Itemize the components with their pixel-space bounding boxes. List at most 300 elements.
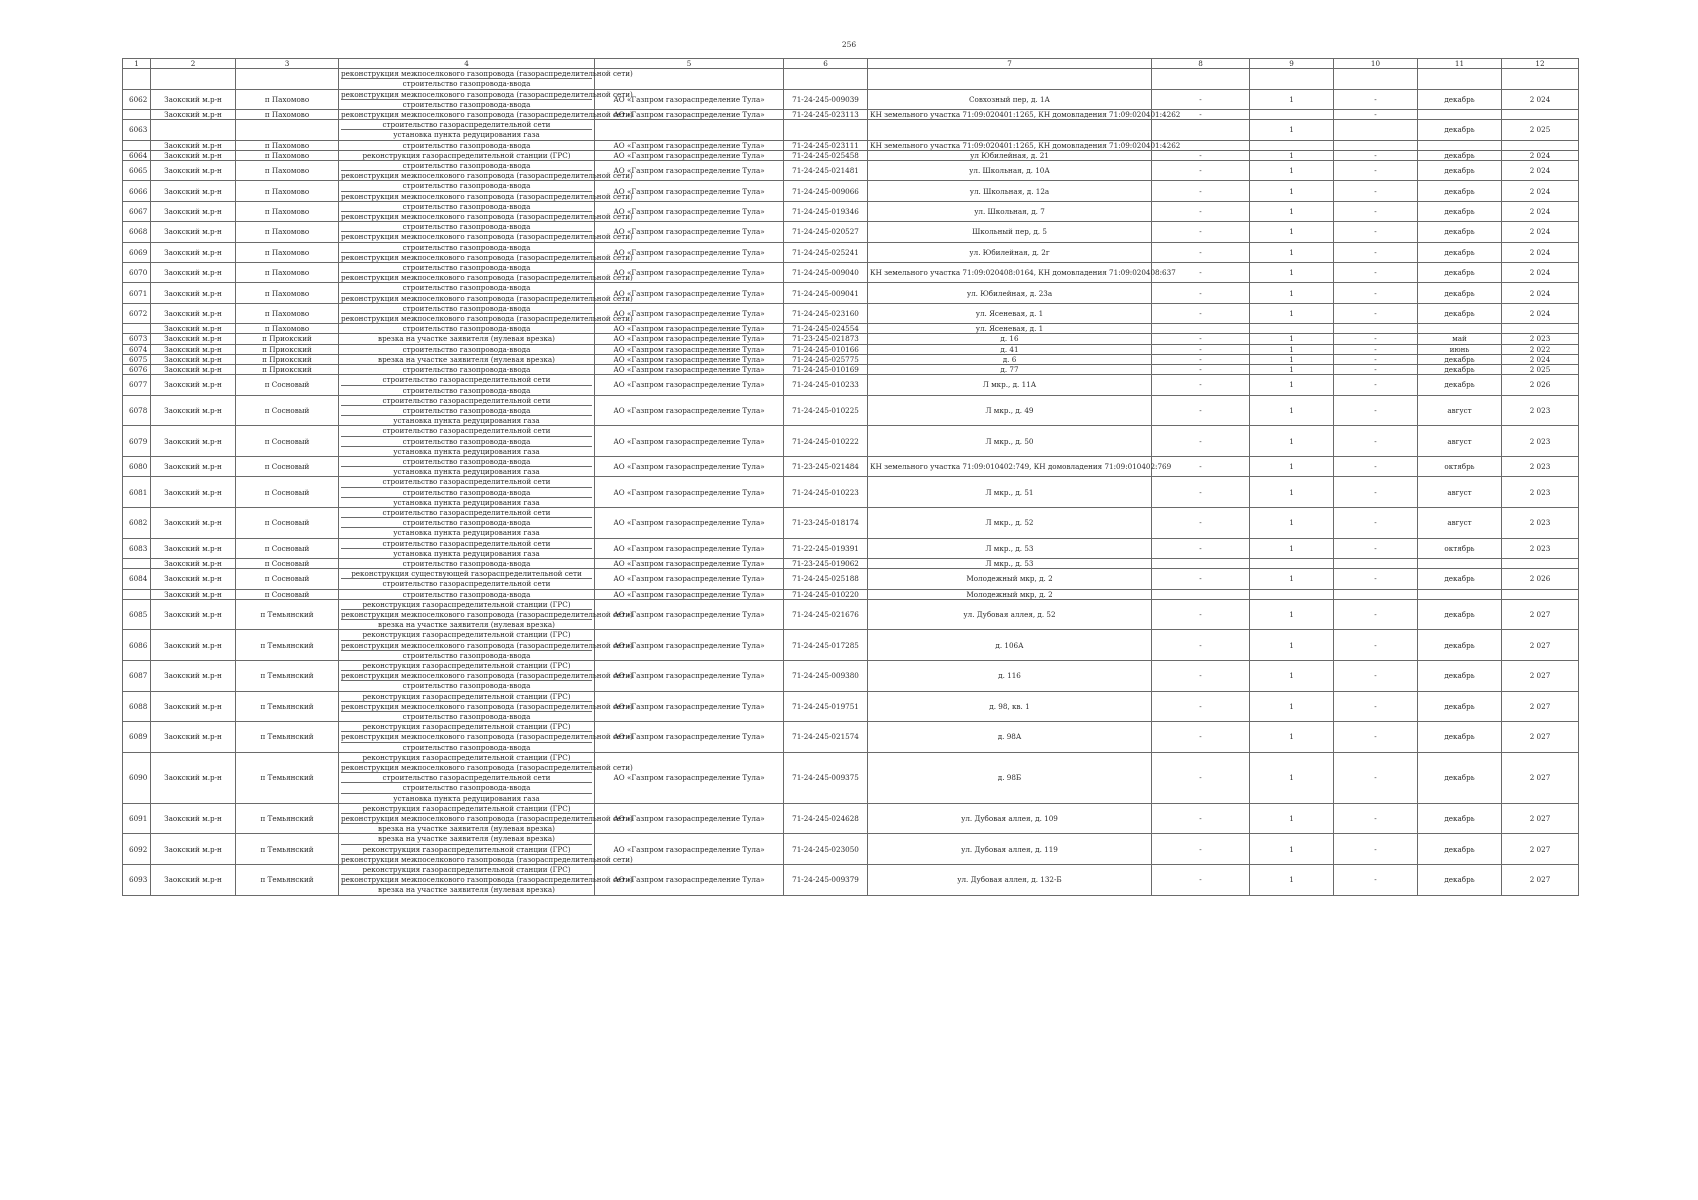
work-item: строительство газопровода-ввода (341, 517, 592, 527)
works-cell (339, 722, 633, 753)
works-cell (339, 660, 633, 691)
col-header: 4 (339, 59, 595, 69)
table-row (123, 334, 1579, 344)
year-cell: 2 024 (1502, 354, 1579, 364)
month-cell (1418, 558, 1502, 568)
month-cell: декабрь (1418, 242, 1502, 262)
locality-cell (236, 69, 339, 89)
address-cell: ул. Школьная, д. 7 (868, 201, 1152, 221)
organization-cell: АО «Газпром газораспределение Тула» (595, 507, 784, 538)
application-code-cell: 71-23-245-018174 (784, 507, 868, 538)
work-item: строительство газопровода-ввода (402, 324, 531, 334)
locality-cell: п Сосновый (236, 375, 339, 395)
row-number (123, 140, 151, 150)
locality-cell: п Пахомово (236, 263, 339, 283)
municipality-cell: Заокский м.р-н (151, 660, 236, 691)
year-cell: 2 026 (1502, 569, 1579, 589)
row-number: 6076 (123, 365, 151, 375)
work-item: строительство газопровода-ввода (341, 742, 592, 752)
col9-cell: 1 (1250, 365, 1334, 375)
work-item: строительство газораспределительной сети (382, 507, 551, 517)
year-cell: 2 024 (1502, 181, 1579, 201)
municipality-cell: Заокский м.р-н (151, 456, 236, 476)
row-number: 6082 (123, 507, 151, 538)
organization-cell: АО «Газпром газораспределение Тула» (595, 263, 784, 283)
month-cell: декабрь (1418, 722, 1502, 753)
year-cell: 2 023 (1502, 507, 1579, 538)
address-cell: Молодежный мкр, д. 2 (868, 589, 1152, 599)
work-item: строительство газораспределительной сети (382, 477, 551, 487)
work-item: реконструкция межпоселкового газопровода (газораспределительной сети) (341, 763, 633, 773)
locality-cell: п Приокский (236, 344, 339, 354)
year-cell (1502, 110, 1579, 120)
year-cell: 2 023 (1502, 456, 1579, 476)
work-item: установка пункта редуцирования газа (341, 129, 592, 139)
col9-cell: 1 (1250, 395, 1334, 426)
works-cell (339, 140, 595, 150)
municipality-cell: Заокский м.р-н (151, 110, 236, 120)
organization-cell: АО «Газпром газораспределение Тула» (595, 865, 784, 896)
col8-cell (1152, 324, 1250, 334)
work-item: реконструкция межпоселкового газопровода (газораспределительной сети) (341, 273, 633, 283)
work-item: строительство газораспределительной сети (341, 772, 592, 782)
municipality-cell: Заокский м.р-н (151, 201, 236, 221)
table-row (123, 395, 1579, 426)
municipality-cell: Заокский м.р-н (151, 752, 236, 803)
municipality-cell: Заокский м.р-н (151, 803, 236, 834)
work-item: строительство газопровода-ввода (341, 99, 592, 109)
col9-cell: 1 (1250, 201, 1334, 221)
organization-cell: АО «Газпром газораспределение Тула» (595, 558, 784, 568)
year-cell: 2 027 (1502, 803, 1579, 834)
work-item: строительство газопровода-ввода (402, 456, 531, 466)
works-cell (339, 150, 595, 160)
month-cell: декабрь (1418, 89, 1502, 109)
col10-cell: - (1334, 161, 1418, 181)
table-row (123, 834, 1579, 865)
month-cell: декабрь (1418, 161, 1502, 181)
municipality-cell: Заокский м.р-н (151, 538, 236, 558)
work-item: врезка на участке заявителя (нулевая врезка) (378, 354, 555, 364)
work-item: строительство газораспределительной сети (382, 538, 551, 548)
municipality-cell: Заокский м.р-н (151, 507, 236, 538)
work-item: врезка на участке заявителя (нулевая врезка) (378, 334, 555, 344)
municipality-cell: Заокский м.р-н (151, 630, 236, 661)
row-number (123, 324, 151, 334)
row-number (123, 110, 151, 120)
locality-cell: п Сосновый (236, 507, 339, 538)
works-cell (339, 334, 595, 344)
application-code-cell: 71-24-245-025458 (784, 150, 868, 160)
address-cell: ул. Школьная, д. 10А (868, 161, 1152, 181)
municipality-cell: Заокский м.р-н (151, 691, 236, 722)
work-item: реконструкция межпоселкового газопровода (газораспределительной сети) (341, 701, 633, 711)
col9-cell: 1 (1250, 507, 1334, 538)
address-cell: ул. Дубовая аллея, д. 109 (868, 803, 1152, 834)
locality-cell: п Сосновый (236, 589, 339, 599)
table-row (123, 752, 1579, 803)
year-cell: 2 024 (1502, 89, 1579, 109)
col9-cell: 1 (1250, 691, 1334, 722)
col-header: 1 (123, 59, 151, 69)
col8-cell: - (1152, 161, 1250, 181)
locality-cell: п Сосновый (236, 538, 339, 558)
month-cell: декабрь (1418, 120, 1502, 140)
municipality-cell: Заокский м.р-н (151, 589, 236, 599)
year-cell: 2 023 (1502, 426, 1579, 457)
locality-cell: п Темьянский (236, 865, 339, 896)
municipality-cell: Заокский м.р-н (151, 161, 236, 181)
work-item: реконструкция межпоселкового газопровода (газораспределительной сети) (341, 293, 633, 303)
municipality-cell: Заокский м.р-н (151, 375, 236, 395)
register-table (122, 58, 1579, 896)
row-number: 6090 (123, 752, 151, 803)
year-cell: 2 025 (1502, 120, 1579, 140)
page-number: 256 (841, 40, 857, 49)
month-cell: декабрь (1418, 752, 1502, 803)
col10-cell (1334, 69, 1418, 89)
work-item: строительство газораспределительной сети (382, 120, 551, 130)
year-cell: 2 027 (1502, 752, 1579, 803)
organization-cell: АО «Газпром газораспределение Тула» (595, 354, 784, 364)
month-cell: декабрь (1418, 599, 1502, 630)
municipality-cell: Заокский м.р-н (151, 263, 236, 283)
locality-cell: п Пахомово (236, 140, 339, 150)
application-code-cell: 71-24-245-023113 (784, 110, 868, 120)
row-number: 6089 (123, 722, 151, 753)
col10-cell: - (1334, 477, 1418, 508)
municipality-cell: Заокский м.р-н (151, 834, 236, 865)
organization-cell: АО «Газпром газораспределение Тула» (595, 722, 784, 753)
month-cell: декабрь (1418, 365, 1502, 375)
table-row (123, 150, 1579, 160)
municipality-cell: Заокский м.р-н (151, 477, 236, 508)
locality-cell: п Пахомово (236, 303, 339, 323)
locality-cell: п Пахомово (236, 324, 339, 334)
work-item: установка пункта редуцирования газа (341, 527, 592, 537)
locality-cell: п Приокский (236, 365, 339, 375)
locality-cell: п Пахомово (236, 89, 339, 109)
address-cell: д. 16 (868, 334, 1152, 344)
work-item: реконструкция существующей газораспределительной сети (351, 569, 582, 579)
application-code-cell: 71-24-245-019346 (784, 201, 868, 221)
works-cell (339, 344, 595, 354)
works-cell (339, 538, 595, 558)
address-cell: ул. Дубовая аллея, д. 52 (868, 599, 1152, 630)
col9-cell: 1 (1250, 150, 1334, 160)
application-code-cell: 71-24-245-025775 (784, 354, 868, 364)
locality-cell: п Приокский (236, 354, 339, 364)
municipality-cell: Заокский м.р-н (151, 722, 236, 753)
col8-cell (1152, 558, 1250, 568)
row-number: 6078 (123, 395, 151, 426)
year-cell: 2 024 (1502, 161, 1579, 181)
row-number: 6091 (123, 803, 151, 834)
municipality-cell: Заокский м.р-н (151, 283, 236, 303)
col-header: 7 (868, 59, 1152, 69)
address-cell: ул. Ясеневая, д. 1 (868, 303, 1152, 323)
application-code-cell: 71-24-245-025241 (784, 242, 868, 262)
year-cell: 2 027 (1502, 691, 1579, 722)
organization-cell: АО «Газпром газораспределение Тула» (595, 140, 784, 150)
works-cell (339, 263, 633, 283)
col-header: 2 (151, 59, 236, 69)
col10-cell (1334, 140, 1418, 150)
row-number: 6066 (123, 181, 151, 201)
work-item: реконструкция межпоселкового газопровода (газораспределительной сети) (341, 69, 633, 79)
application-code-cell: 71-24-245-009040 (784, 263, 868, 283)
application-code-cell: 71-24-245-021481 (784, 161, 868, 181)
works-cell (339, 283, 633, 303)
organization-cell: АО «Газпром газораспределение Тула» (595, 375, 784, 395)
table-row (123, 365, 1579, 375)
municipality-cell: Заокский м.р-н (151, 395, 236, 426)
work-item: реконструкция межпоселкового газопровода (газораспределительной сети) (341, 171, 633, 181)
year-cell: 2 023 (1502, 395, 1579, 426)
col9-cell (1250, 110, 1334, 120)
works-cell (339, 181, 633, 201)
locality-cell: п Пахомово (236, 181, 339, 201)
col10-cell (1334, 558, 1418, 568)
organization-cell: АО «Газпром газораспределение Тула» (595, 161, 784, 181)
col8-cell: - (1152, 477, 1250, 508)
table-row (123, 456, 1579, 476)
row-number: 6072 (123, 303, 151, 323)
col-header: 10 (1334, 59, 1418, 69)
municipality-cell: Заокский м.р-н (151, 865, 236, 896)
table-row (123, 507, 1579, 538)
table-row (123, 222, 1579, 242)
row-number: 6077 (123, 375, 151, 395)
organization-cell: АО «Газпром газораспределение Тула» (595, 569, 784, 589)
work-item: реконструкция межпоселкового газопровода (газораспределительной сети) (341, 110, 633, 120)
address-cell: Л мкр., д. 49 (868, 395, 1152, 426)
col10-cell: - (1334, 691, 1418, 722)
year-cell: 2 025 (1502, 365, 1579, 375)
col9-cell: 1 (1250, 630, 1334, 661)
work-item: реконструкция межпоселкового газопровода (газораспределительной сети) (341, 212, 633, 222)
row-number: 6071 (123, 283, 151, 303)
application-code-cell: 71-24-245-024554 (784, 324, 868, 334)
organization-cell: АО «Газпром газораспределение Тула» (595, 181, 784, 201)
col10-cell: - (1334, 201, 1418, 221)
col-header: 12 (1502, 59, 1579, 69)
year-cell: 2 024 (1502, 201, 1579, 221)
address-cell: Л мкр., д. 53 (868, 538, 1152, 558)
organization-cell: АО «Газпром газораспределение Тула» (595, 660, 784, 691)
application-code-cell: 71-24-245-009375 (784, 752, 868, 803)
month-cell: декабрь (1418, 691, 1502, 722)
month-cell: октябрь (1418, 538, 1502, 558)
work-item: реконструкция межпоселкового газопровода (газораспределительной сети) (341, 671, 633, 681)
table-row (123, 589, 1579, 599)
work-item: строительство газопровода-ввода (402, 344, 531, 354)
col-header: 6 (784, 59, 868, 69)
row-number (123, 69, 151, 89)
work-item: реконструкция межпоселкового газопровода (газораспределительной сети) (341, 609, 633, 619)
organization-cell: АО «Газпром газораспределение Тула» (595, 303, 784, 323)
month-cell: декабрь (1418, 630, 1502, 661)
col10-cell: - (1334, 803, 1418, 834)
organization-cell: АО «Газпром газораспределение Тула» (595, 395, 784, 426)
col8-cell: - (1152, 263, 1250, 283)
locality-cell: п Пахомово (236, 161, 339, 181)
address-cell: Совхозный пер, д. 1А (868, 89, 1152, 109)
row-number: 6088 (123, 691, 151, 722)
locality-cell: п Пахомово (236, 242, 339, 262)
row-number: 6063 (123, 120, 151, 140)
organization-cell: АО «Газпром газораспределение Тула» (595, 222, 784, 242)
year-cell: 2 024 (1502, 303, 1579, 323)
works-cell (339, 589, 595, 599)
month-cell: декабрь (1418, 303, 1502, 323)
address-cell: Л мкр., д. 52 (868, 507, 1152, 538)
address-cell: Л мкр., д. 51 (868, 477, 1152, 508)
works-cell (339, 691, 633, 722)
col8-cell: - (1152, 395, 1250, 426)
col9-cell: 1 (1250, 120, 1334, 140)
address-cell: КН земельного участка 71:09:020401:1265, КН домовладения 71:09:020401:4262 (868, 110, 1152, 120)
row-number: 6092 (123, 834, 151, 865)
row-number: 6084 (123, 569, 151, 589)
locality-cell: п Темьянский (236, 722, 339, 753)
application-code-cell: 71-23-245-021484 (784, 456, 868, 476)
register-body (123, 69, 1579, 895)
work-item: строительство газопровода-ввода (341, 78, 592, 88)
col8-cell: - (1152, 365, 1250, 375)
locality-cell: п Сосновый (236, 456, 339, 476)
col10-cell: - (1334, 344, 1418, 354)
works-cell (339, 375, 595, 395)
row-number: 6069 (123, 242, 151, 262)
col10-cell: - (1334, 426, 1418, 457)
works-cell (339, 324, 595, 334)
address-cell: ул. Ясеневая, д. 1 (868, 324, 1152, 334)
work-item: реконструкция газораспределительной станции (ГРС) (362, 691, 571, 701)
address-cell (868, 69, 1152, 89)
col10-cell: - (1334, 865, 1418, 896)
table-row (123, 865, 1579, 896)
work-item: строительство газопровода-ввода (341, 436, 592, 446)
col9-cell (1250, 140, 1334, 150)
work-item: установка пункта редуцирования газа (341, 497, 592, 507)
works-cell (339, 303, 633, 324)
year-cell (1502, 324, 1579, 334)
col8-cell: - (1152, 89, 1250, 109)
col10-cell: - (1334, 89, 1418, 109)
row-number: 6087 (123, 660, 151, 691)
work-item: врезка на участке заявителя (нулевая врезка) (341, 884, 592, 894)
work-item: строительство газопровода-ввода (341, 680, 592, 690)
table-row (123, 354, 1579, 364)
works-cell (339, 599, 633, 630)
work-item: строительство газораспределительной сети (382, 395, 551, 405)
work-item: реконструкция межпоселкового газопровода (газораспределительной сети) (341, 854, 633, 864)
table-row (123, 660, 1579, 691)
col10-cell: - (1334, 222, 1418, 242)
col-header: 3 (236, 59, 339, 69)
locality-cell: п Темьянский (236, 834, 339, 865)
col9-cell: 1 (1250, 722, 1334, 753)
col9-cell: 1 (1250, 375, 1334, 395)
application-code-cell: 71-24-245-010220 (784, 589, 868, 599)
table-row (123, 110, 1579, 120)
col8-cell: - (1152, 691, 1250, 722)
works-cell (339, 161, 633, 181)
work-item: реконструкция газораспределительной станции (ГРС) (362, 865, 571, 875)
col9-cell: 1 (1250, 569, 1334, 589)
work-item: врезка на участке заявителя (нулевая врезка) (341, 619, 592, 629)
work-item: реконструкция межпоселкового газопровода (газораспределительной сети) (341, 640, 633, 650)
locality-cell (236, 120, 339, 140)
col10-cell: - (1334, 303, 1418, 323)
row-number: 6074 (123, 344, 151, 354)
application-code-cell: 71-24-245-010225 (784, 395, 868, 426)
work-item: реконструкция газораспределительной станции (ГРС) (362, 599, 571, 609)
month-cell: декабрь (1418, 263, 1502, 283)
application-code-cell: 71-24-245-010166 (784, 344, 868, 354)
year-cell (1502, 69, 1579, 89)
application-code-cell: 71-24-245-023160 (784, 303, 868, 323)
col10-cell: - (1334, 507, 1418, 538)
address-cell: ул. Дубовая аллея, д. 119 (868, 834, 1152, 865)
month-cell: август (1418, 507, 1502, 538)
month-cell: декабрь (1418, 283, 1502, 303)
col8-cell: - (1152, 630, 1250, 661)
row-number: 6093 (123, 865, 151, 896)
row-number: 6086 (123, 630, 151, 661)
municipality-cell: Заокский м.р-н (151, 303, 236, 323)
work-item: строительство газораспределительной сети (382, 426, 551, 436)
locality-cell: п Сосновый (236, 477, 339, 508)
works-cell (339, 752, 633, 803)
application-code-cell: 71-24-245-010233 (784, 375, 868, 395)
application-code-cell: 71-24-245-023050 (784, 834, 868, 865)
month-cell: май (1418, 334, 1502, 344)
col-header: 9 (1250, 59, 1334, 69)
municipality-cell: Заокский м.р-н (151, 354, 236, 364)
year-cell (1502, 589, 1579, 599)
col-header: 5 (595, 59, 784, 69)
table-row (123, 426, 1579, 457)
month-cell: август (1418, 426, 1502, 457)
col8-cell: - (1152, 110, 1250, 120)
table-row (123, 558, 1579, 568)
organization-cell: АО «Газпром газораспределение Тула» (595, 110, 784, 120)
address-cell (868, 120, 1152, 140)
col10-cell: - (1334, 456, 1418, 476)
locality-cell: п Пахомово (236, 222, 339, 242)
col9-cell: 1 (1250, 752, 1334, 803)
application-code-cell: 71-24-245-020527 (784, 222, 868, 242)
row-number: 6068 (123, 222, 151, 242)
address-cell: д. 116 (868, 660, 1152, 691)
row-number: 6073 (123, 334, 151, 344)
col10-cell: - (1334, 150, 1418, 160)
year-cell: 2 024 (1502, 263, 1579, 283)
address-cell: ул. Дубовая аллея, д. 132-Б (868, 865, 1152, 896)
address-cell: ул. Школьная, д. 12а (868, 181, 1152, 201)
col10-cell: - (1334, 375, 1418, 395)
locality-cell: п Приокский (236, 334, 339, 344)
application-code-cell: 71-24-245-019751 (784, 691, 868, 722)
table-row (123, 89, 1579, 109)
work-item: реконструкция межпоселкового газопровода (газораспределительной сети) (341, 732, 633, 742)
address-cell: КН земельного участка 71:09:020408:0164, КН домовладения 71:09:020408:637 (868, 263, 1152, 283)
col8-cell (1152, 69, 1250, 89)
month-cell (1418, 324, 1502, 334)
organization-cell: АО «Газпром газораспределение Тула» (595, 589, 784, 599)
